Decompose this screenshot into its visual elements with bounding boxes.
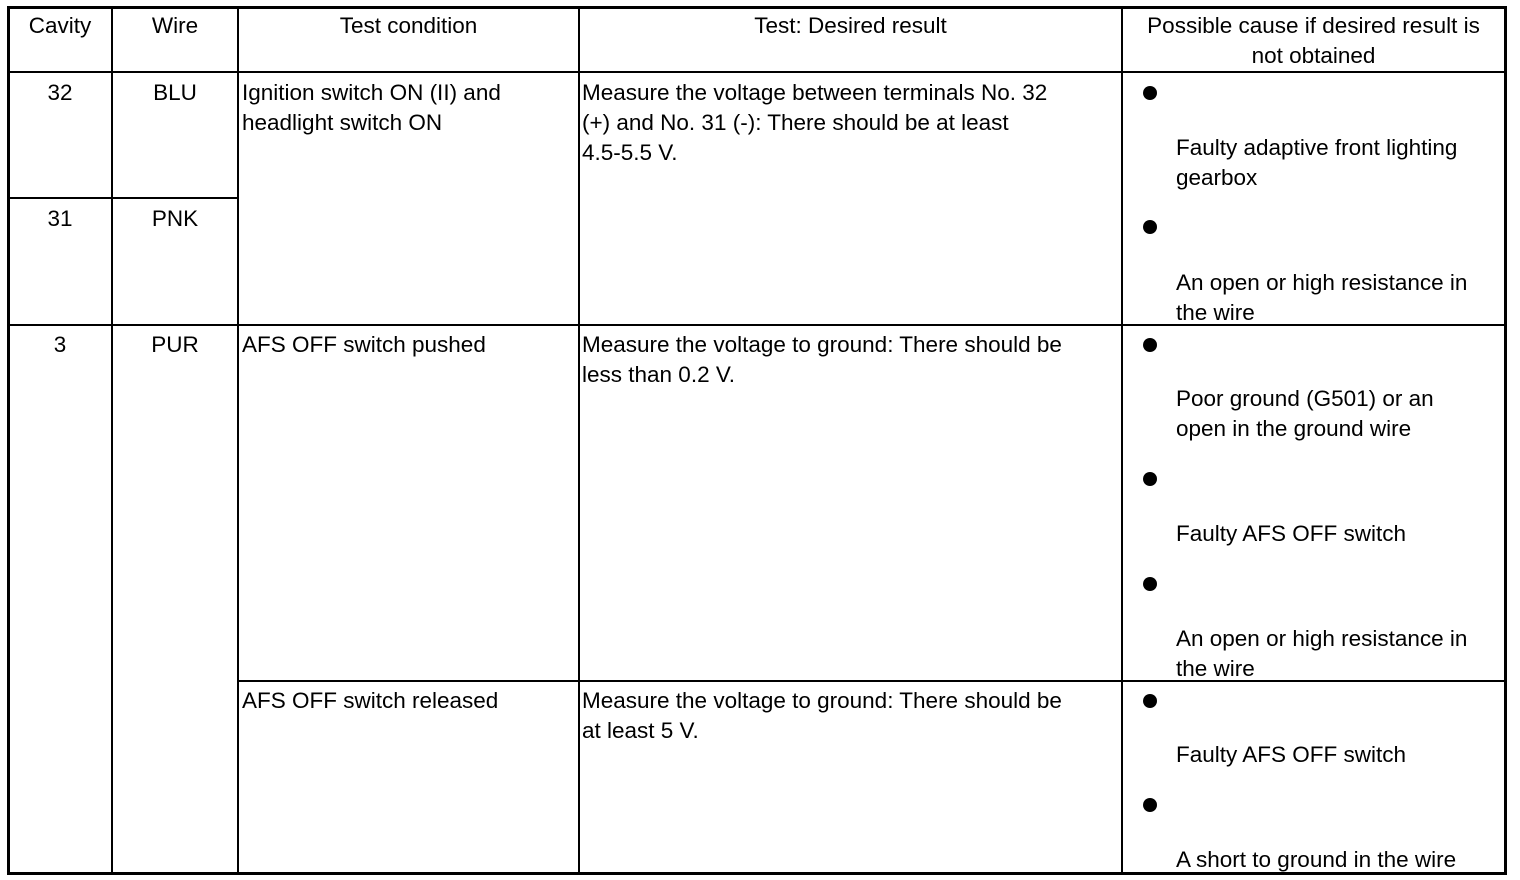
possible-cause-line: Faulty AFS OFF switch (1176, 742, 1407, 767)
possible-cause-line: A short to ground in the wire (1176, 847, 1457, 872)
test-condition-line: headlight switch ON (242, 110, 443, 135)
cavity-31: 31 (47, 206, 73, 231)
possible-cause-line: Faulty AFS OFF switch (1176, 521, 1407, 546)
wire-pnk: PNK (151, 206, 199, 231)
possible-cause-line: the wire (1176, 300, 1255, 325)
desired-result-line: (+) and No. 31 (-): There should be at least (582, 110, 1009, 135)
desired-result-line: 4.5-5.5 V. (582, 140, 678, 165)
col-divider-wire (111, 6, 113, 875)
header-possible-cause-line2: not obtained (1251, 43, 1376, 68)
header-divider (7, 71, 1507, 73)
table-border-right (1504, 6, 1507, 875)
test-condition-line: AFS OFF switch pushed (242, 332, 486, 357)
possible-cause-line: open in the ground wire (1176, 416, 1412, 441)
header-wire: Wire (151, 13, 199, 38)
desired-result-line: less than 0.2 V. (582, 362, 736, 387)
desired-result-line: Measure the voltage between terminals No. 32 (582, 80, 1048, 105)
possible-cause-line: Poor ground (G501) or an (1176, 386, 1434, 411)
desired-result-line: at least 5 V. (582, 718, 699, 743)
header-test-condition: Test condition (339, 13, 478, 38)
header-cavity: Cavity (28, 13, 92, 38)
row-divider-cavity-32-31 (7, 197, 239, 199)
bullet-icon (1143, 472, 1157, 486)
header-desired-result: Test: Desired result (754, 13, 947, 38)
possible-cause-line: An open or high resistance in (1176, 270, 1468, 295)
possible-cause-line: gearbox (1176, 165, 1258, 190)
bullet-icon (1143, 798, 1157, 812)
row-divider-afs-tests (237, 680, 1507, 682)
test-condition-line: Ignition switch ON (II) and (242, 80, 501, 105)
header-possible-cause-line1: Possible cause if desired result is (1147, 13, 1480, 38)
table-border-left (7, 6, 10, 875)
col-divider-condition (237, 6, 239, 875)
bullet-icon (1143, 338, 1157, 352)
row-divider-group (7, 324, 1507, 326)
test-condition-line: AFS OFF switch released (242, 688, 499, 713)
bullet-icon (1143, 577, 1157, 591)
bullet-icon (1143, 220, 1157, 234)
cavity-3: 3 (53, 332, 67, 357)
desired-result-line: Measure the voltage to ground: There should be (582, 688, 1062, 713)
bullet-icon (1143, 86, 1157, 100)
col-divider-result (578, 6, 580, 875)
desired-result-line: Measure the voltage to ground: There should be (582, 332, 1062, 357)
possible-cause-line: Faulty adaptive front lighting (1176, 135, 1458, 160)
wire-pur: PUR (151, 332, 199, 357)
possible-cause-line: the wire (1176, 656, 1255, 681)
bullet-icon (1143, 694, 1157, 708)
wire-blu: BLU (153, 80, 197, 105)
possible-cause-line: An open or high resistance in (1176, 626, 1468, 651)
table-border-top (7, 6, 1507, 9)
cavity-32: 32 (47, 80, 73, 105)
col-divider-cause (1121, 6, 1123, 875)
